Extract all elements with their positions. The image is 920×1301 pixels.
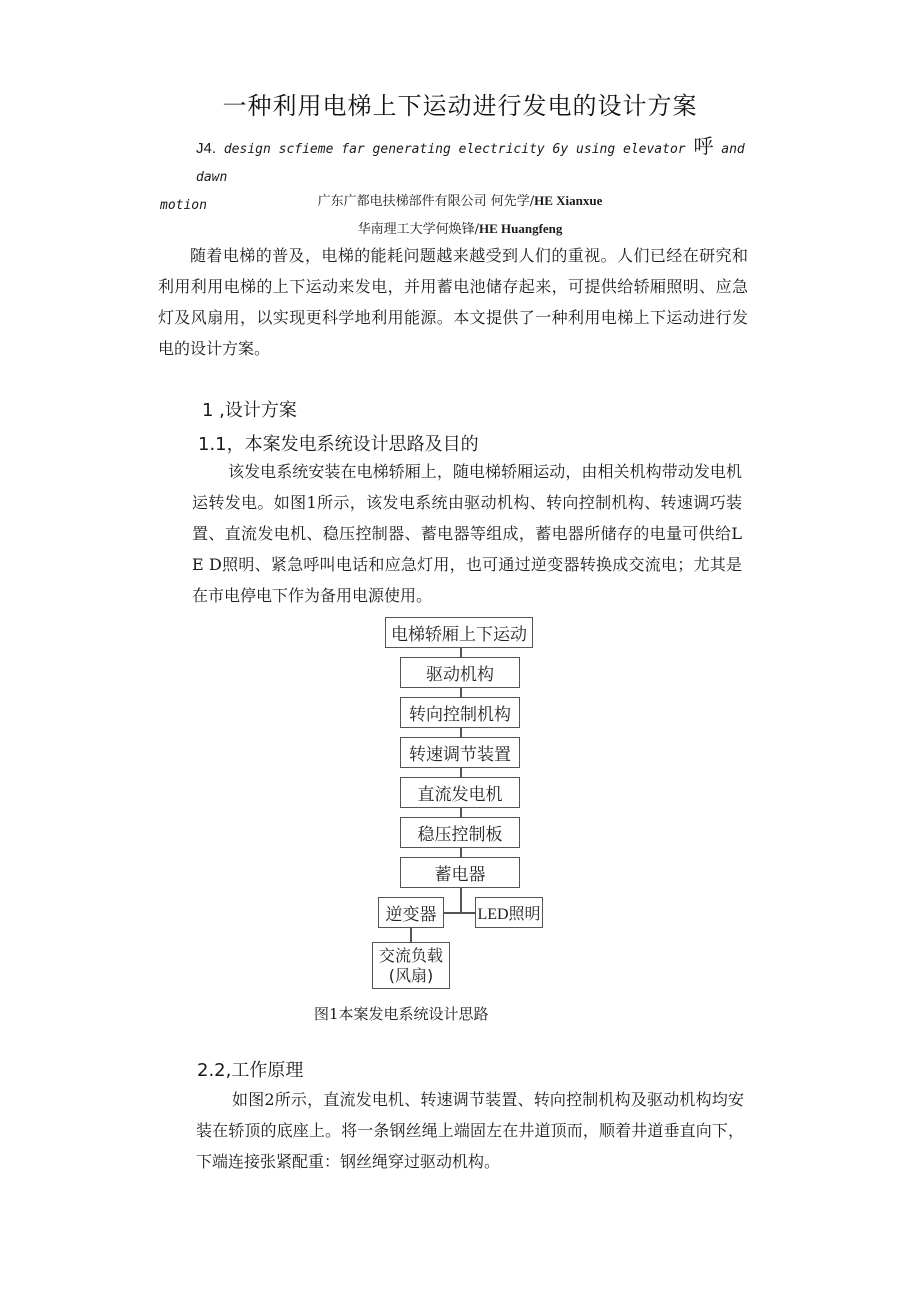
diagram-connector [460,888,462,913]
diagram-connector [444,912,476,914]
page-title: 一种利用电梯上下运动进行发电的设计方案 [222,92,698,120]
author-line-2 [0,218,920,237]
diagram-box-direction: 转向控制机构 [400,697,520,728]
author-org: 华南理工大学何焕锋/ [357,222,479,237]
diagram-box-elevator-motion: 电梯轿厢上下运动 [385,617,533,648]
section-heading: 2.2,工作原理 [197,1060,304,1081]
diagram-box-speed: 转速调节装置 [400,737,520,768]
english-title-line2: motion [160,198,207,213]
section1-text: 该发电系统安装在电梯轿厢上，随电梯轿厢运动，由相关机构带动发电机运转发电。如图1所示，该发电系统由驱动机构、转向控制机构、转速调巧装置、直流发电机、稳压控制器、蓄电器等组成，蓄电器所储存的电量可供给L E D照明、紧急呼叫电话和应急灯用，也可通过逆变器转换成交流电；尤其是在市电停电下作为备用电源使用。 [192,462,742,605]
diagram-box-drive: 驱动机构 [400,657,520,688]
abstract-text: 随着电梯的普及，电梯的能耗问题越来越受到人们的重视。人们已经在研究和利用利用电梯的上下运动来发电，并用蓄电池储存起来，可提供给轿厢照明、应急灯及风扇用，以实现更科学地利用能源。本文提供了一种利用电梯上下运动进行发电的设计方案。 [158,246,748,358]
diagram-box-led: LED照明 [475,897,543,928]
diagram-box-battery: 蓄电器 [400,857,520,888]
diagram-box-regulator: 稳压控制板 [400,817,520,848]
author-name: HE Huangfeng [478,221,563,236]
abstract-paragraph [158,240,748,364]
subsection-heading: 1.1，本案发电系统设计思路及目的 [198,434,479,455]
figure-caption: 图1本案发电系统设计思路 [314,1005,489,1023]
diagram-box-dc-generator: 直流发电机 [400,777,520,808]
english-title-part2: and dawn [196,142,745,185]
author-line-1 [0,190,920,209]
diagram-box-ac-load-line2: (风扇) [388,965,434,985]
english-title-prefix: J4. [196,140,217,157]
diagram-box-ac-load-line1: 交流负载 [378,945,443,965]
diagram-connector [410,928,412,943]
author-org: 广东广都电扶梯部件有限公司 何先学/ [317,194,535,209]
section1-paragraph [192,456,742,611]
author-name: HE Xianxue [534,193,603,208]
section-heading: 1 ,设计方案 [202,400,297,421]
section2-paragraph [196,1084,744,1177]
english-title-char: 呼 [693,134,714,158]
diagram-box-ac-load [372,942,450,989]
diagram-box-inverter: 逆变器 [378,897,444,928]
section2-text: 如图2所示，直流发电机、转速调节装置、转向控制机构及驱动机构均安装在轿顶的底座上。将一条钢丝绳上端固左在井道顶而，顺着井道垂直向下，下端连接张紧配重：钢丝绳穿过驱动机构。 [196,1090,744,1171]
english-title-part1: design scfieme far generating electricity 6y using elevator [216,142,694,157]
